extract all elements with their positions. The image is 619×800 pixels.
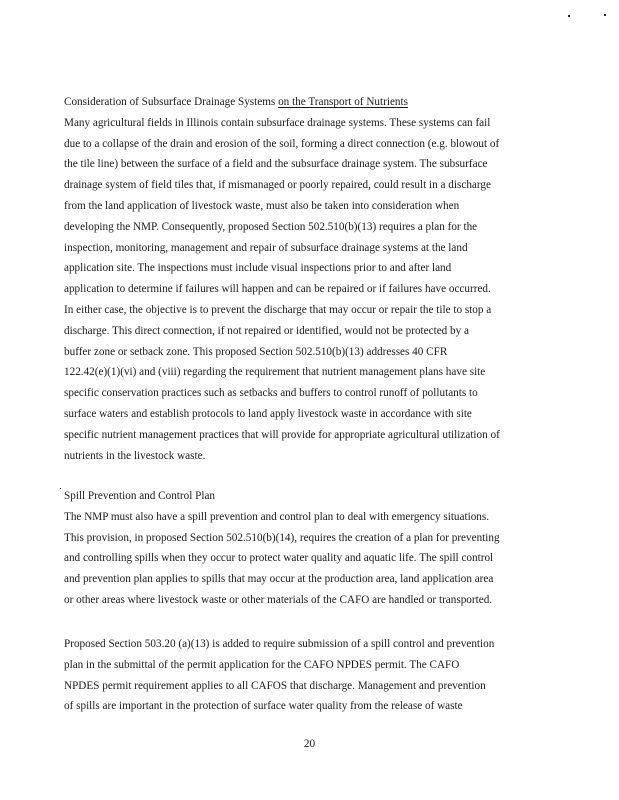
- paragraph-line: or other areas where livestock waste or other materials of the CAFO are handled or transported.: [64, 593, 493, 606]
- paragraph-line: The NMP must also have a spill prevention and control plan to deal with emergency situations.: [64, 510, 490, 523]
- section-proposed-503: [64, 634, 542, 717]
- paragraph-line: due to a collapse of the drain and erosion of the soil, forming a direct connection (e.g. blowout of: [64, 137, 500, 150]
- paragraph-line: In either case, the objective is to prevent the discharge that may occur or repair the tile to stop a: [64, 303, 492, 316]
- page-number: 20: [303, 738, 316, 750]
- paragraph-line: and prevention plan applies to spills that may occur at the production area, land application area: [64, 573, 494, 586]
- paragraph-line: This provision, in proposed Section 502.510(b)(14), requires the creation of a plan for preventing: [64, 531, 500, 544]
- section-heading: Spill Prevention and Control Plan: [64, 490, 216, 502]
- section-subsurface-drainage: [64, 92, 542, 466]
- paragraph-line: application to determine if failures will happen and can be repaired or if failures have occurred.: [64, 283, 491, 296]
- section-heading: [64, 92, 542, 113]
- paragraph-line: specific nutrient management practices that will provide for appropriate agricultural utilization of: [64, 428, 500, 441]
- paragraph-line: application site. The inspections must include visual inspections prior to and after land: [64, 262, 452, 275]
- paragraph-line: specific conservation practices such as setbacks and buffers to control runoff of pollutants to: [64, 387, 478, 400]
- paragraph-line: buffer zone or setback zone. This proposed Section 502.510(b)(13) addresses 40 CFR: [64, 345, 448, 358]
- heading-underlined-text: on the Transport of Nutrients: [278, 96, 408, 108]
- paragraph-line: surface waters and establish protocols to land apply livestock waste in accordance with site: [64, 407, 472, 420]
- paragraph-line: 122.42(e)(1)(vi) and (viii) regarding the requirement that nutrient management plans have site: [64, 366, 486, 379]
- paragraph-line: the tile line) between the surface of a field and the subsurface drainage system. The subsurface: [64, 158, 488, 171]
- paragraph-line: developing the NMP. Consequently, proposed Section 502.510(b)(13) requires a plan for the: [64, 220, 478, 233]
- scan-speck: [604, 14, 606, 16]
- paragraph-line: NPDES permit requirement applies to all CAFOS that discharge. Management and prevention: [64, 679, 486, 692]
- paragraph-line: Many agricultural fields in Illinois contain subsurface drainage systems. These systems can fail: [64, 116, 491, 129]
- heading-text: Consideration of Subsurface Drainage Systems: [64, 96, 279, 108]
- paragraph-line: nutrients in the livestock waste.: [64, 449, 206, 462]
- scan-speck: [60, 488, 61, 489]
- paragraph-line: inspection, monitoring, management and repair of subsurface drainage systems at the land: [64, 241, 468, 254]
- paragraph-line: discharge. This direct connection, if not repaired or identified, would not be protected by a: [64, 324, 470, 337]
- scan-speck: [568, 15, 570, 17]
- section-spill-prevention: [64, 486, 542, 611]
- paragraph-line: plan in the submittal of the permit application for the CAFO NPDES permit. The CAFO: [64, 658, 460, 671]
- paragraph-line: of spills are important in the protection of surface water quality from the release of waste: [64, 700, 463, 713]
- paragraph-line: from the land application of livestock waste, must also be taken into consideration when: [64, 199, 460, 212]
- paragraph-line: drainage system of field tiles that, if mismanaged or poorly repaired, could result in a discharge: [64, 179, 491, 192]
- paragraph-line: Proposed Section 503.20 (a)(13) is added to require submission of a spill control and prevention: [64, 638, 495, 650]
- paragraph-line: and controlling spills when they occur to protect water quality and aquatic life. The spill control: [64, 552, 494, 565]
